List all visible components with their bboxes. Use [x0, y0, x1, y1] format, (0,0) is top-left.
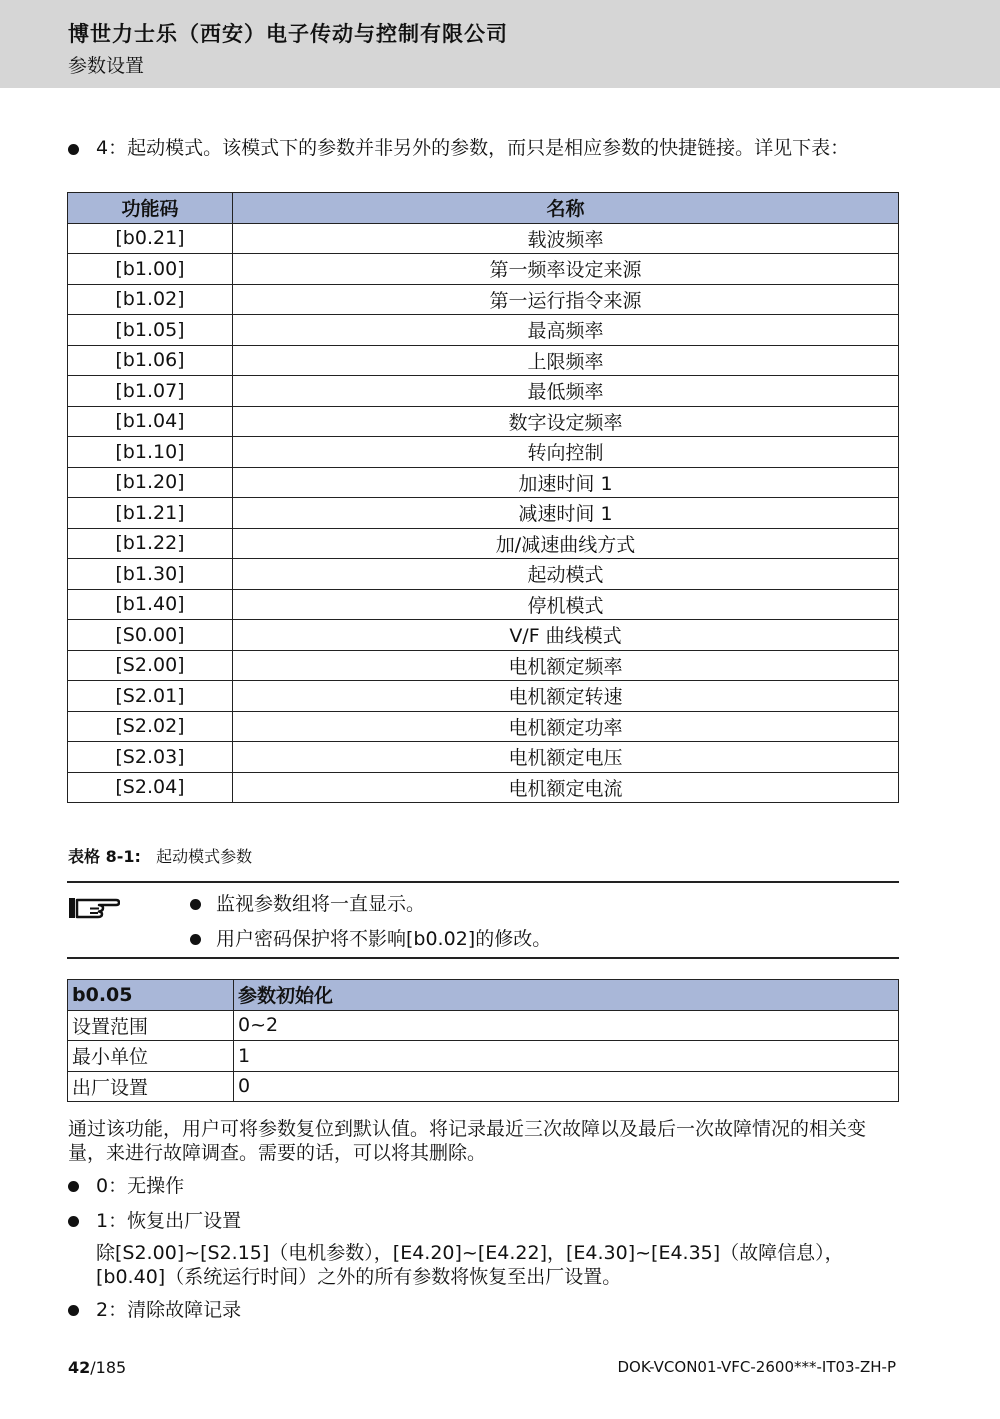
parameter-name-cell: 最低频率	[233, 376, 899, 407]
document-id: DOK-VCON01-VFC-2600***-IT03-ZH-P	[617, 1358, 896, 1376]
function-code-cell: [S0.00]	[68, 620, 233, 651]
page-header	[0, 0, 1000, 88]
function-code-cell: [b0.21]	[68, 223, 233, 254]
parameter-name-cell: 加/减速曲线方式	[233, 528, 899, 559]
table-row	[68, 254, 899, 285]
column-header-name: 名称	[233, 193, 899, 224]
row-value: 0	[234, 1071, 899, 1102]
parameter-code: b0.05	[68, 980, 234, 1011]
row-value: 1	[234, 1041, 899, 1072]
bullet-icon	[68, 1305, 79, 1316]
table-row	[68, 559, 899, 590]
table-row	[68, 589, 899, 620]
table-row	[68, 437, 899, 468]
note-bottom-divider	[67, 957, 899, 959]
table-row	[68, 742, 899, 773]
function-code-cell: [b1.10]	[68, 437, 233, 468]
note-text: 监视参数组将一直显示。	[216, 893, 426, 915]
function-code-cell: [b1.00]	[68, 254, 233, 285]
table-header-row	[68, 193, 899, 224]
row-value: 0~2	[234, 1010, 899, 1041]
table-row	[68, 620, 899, 651]
bullet-icon	[68, 1181, 79, 1192]
table-row	[68, 772, 899, 803]
table-row	[68, 1010, 899, 1041]
intro-text: 4：起动模式。该模式下的参数并非另外的参数，而只是相应参数的快捷链接。详见下表：	[96, 137, 850, 159]
function-code-cell: [b1.20]	[68, 467, 233, 498]
startup-mode-table	[67, 192, 899, 803]
row-label: 最小单位	[68, 1041, 234, 1072]
function-code-cell: [b1.04]	[68, 406, 233, 437]
parameter-name-cell: 电机额定电压	[233, 742, 899, 773]
table-row	[68, 467, 899, 498]
parameter-name-cell: 减速时间 1	[233, 498, 899, 529]
row-label: 设置范围	[68, 1010, 234, 1041]
total-pages: /185	[90, 1358, 127, 1377]
parameter-name-cell: 载波频率	[233, 223, 899, 254]
parameter-name-cell: 电机额定频率	[233, 650, 899, 681]
parameter-name-cell: 电机额定转速	[233, 681, 899, 712]
function-code-cell: [S2.01]	[68, 681, 233, 712]
bullet-icon	[190, 899, 201, 910]
table-row	[68, 376, 899, 407]
bullet-icon	[68, 1216, 79, 1227]
table-header-row	[68, 980, 899, 1011]
note-text: 用户密码保护将不影响[b0.02]的修改。	[216, 928, 552, 950]
parameter-name-cell: 加速时间 1	[233, 467, 899, 498]
function-code-cell: [b1.30]	[68, 559, 233, 590]
function-code-cell: [b1.06]	[68, 345, 233, 376]
table-row	[68, 498, 899, 529]
table-body	[68, 223, 899, 803]
caption-label: 表格 8-1:	[68, 847, 141, 866]
table-row	[68, 284, 899, 315]
parameter-name-cell: 停机模式	[233, 589, 899, 620]
parameter-name-cell: 转向控制	[233, 437, 899, 468]
current-page: 42	[68, 1358, 91, 1377]
parameter-name-cell: 数字设定频率	[233, 406, 899, 437]
company-name: 博世力士乐（西安）电子传动与控制有限公司	[68, 22, 508, 46]
parameter-name: 参数初始化	[234, 980, 899, 1011]
option-text: 0：无操作	[96, 1175, 185, 1197]
table-row	[68, 1041, 899, 1072]
caption-text: 起动模式参数	[156, 847, 253, 866]
bullet-icon	[190, 934, 201, 945]
table-row	[68, 1071, 899, 1102]
parameter-name-cell: V/F 曲线模式	[233, 620, 899, 651]
table-row	[68, 711, 899, 742]
row-label: 出厂设置	[68, 1071, 234, 1102]
note-top-divider	[67, 881, 899, 883]
function-code-cell: [b1.22]	[68, 528, 233, 559]
parameter-table	[67, 979, 899, 1102]
bullet-icon	[68, 144, 79, 155]
function-code-cell: [b1.02]	[68, 284, 233, 315]
parameter-name-cell: 起动模式	[233, 559, 899, 590]
table-row	[68, 223, 899, 254]
function-code-cell: [b1.05]	[68, 315, 233, 346]
option-detail: 除[S2.00]~[S2.15]（电机参数），[E4.20]~[E4.22]，[E4.30]~[E4.35]（故障信息），[b0.40]（系统运行时间）之外的所有参数将恢复至出厂设置。	[96, 1242, 844, 1288]
table-row	[68, 406, 899, 437]
function-code-cell: [S2.04]	[68, 772, 233, 803]
table-row	[68, 681, 899, 712]
parameter-name-cell: 上限频率	[233, 345, 899, 376]
table-row	[68, 650, 899, 681]
parameter-name-cell: 电机额定电流	[233, 772, 899, 803]
function-code-cell: [S2.03]	[68, 742, 233, 773]
pointing-hand-icon	[68, 895, 120, 921]
section-title: 参数设置	[68, 55, 145, 77]
option-text: 1：恢复出厂设置	[96, 1210, 242, 1232]
parameter-name-cell: 第一频率设定来源	[233, 254, 899, 285]
table-row	[68, 528, 899, 559]
page-number	[68, 1358, 126, 1377]
function-code-cell: [b1.07]	[68, 376, 233, 407]
parameter-name-cell: 电机额定功率	[233, 711, 899, 742]
parameter-name-cell: 第一运行指令来源	[233, 284, 899, 315]
description-text: 通过该功能，用户可将参数复位到默认值。将记录最近三次故障以及最后一次故障情况的相关变量，来进行故障调查。需要的话，可以将其删除。	[68, 1118, 867, 1164]
function-code-cell: [S2.00]	[68, 650, 233, 681]
function-code-cell: [S2.02]	[68, 711, 233, 742]
function-code-cell: [b1.21]	[68, 498, 233, 529]
function-code-cell: [b1.40]	[68, 589, 233, 620]
table-caption	[68, 844, 252, 867]
parameter-name-cell: 最高频率	[233, 315, 899, 346]
column-header-code: 功能码	[68, 193, 233, 224]
table-row	[68, 315, 899, 346]
table-row	[68, 345, 899, 376]
option-text: 2：清除故障记录	[96, 1299, 242, 1321]
